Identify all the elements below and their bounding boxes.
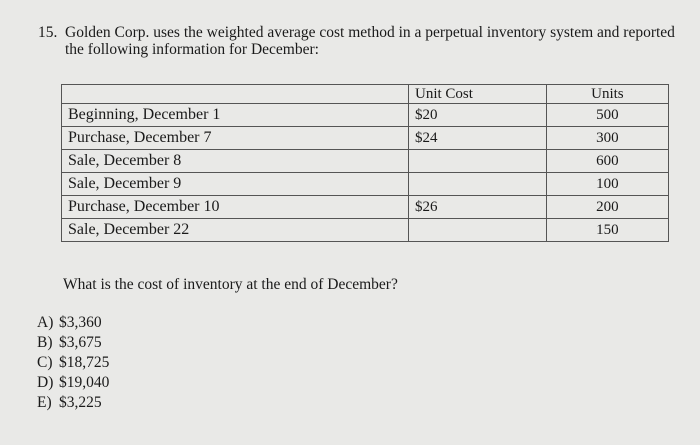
row-description: Purchase, December 7 <box>62 127 409 150</box>
table-row <box>62 219 669 242</box>
row-units: 150 <box>546 219 668 242</box>
choice-value: $3,675 <box>59 334 102 351</box>
choice-c[interactable] <box>37 353 109 373</box>
row-unit-cost: $26 <box>409 196 547 219</box>
header-unit-cost: Unit Cost <box>409 85 547 104</box>
choice-letter: D) <box>37 374 54 391</box>
choice-letter: E) <box>37 394 52 411</box>
choice-letter: B) <box>37 334 53 351</box>
row-description: Beginning, December 1 <box>62 104 409 127</box>
header-units: Units <box>546 85 668 104</box>
question-number: 15. <box>38 24 58 41</box>
choice-value: $3,225 <box>59 394 102 411</box>
row-unit-cost <box>409 219 547 242</box>
question-prompt: What is the cost of inventory at the end of December? <box>63 276 398 293</box>
choice-letter: A) <box>37 314 54 331</box>
header-description <box>62 85 409 104</box>
choice-value: $3,360 <box>59 314 102 331</box>
row-units: 600 <box>546 150 668 173</box>
row-units: 300 <box>546 127 668 150</box>
choice-d[interactable] <box>37 373 109 393</box>
row-description: Sale, December 22 <box>62 219 409 242</box>
table-header-row <box>62 85 669 104</box>
row-unit-cost: $24 <box>409 127 547 150</box>
table-row <box>62 150 669 173</box>
row-units: 500 <box>546 104 668 127</box>
table-row <box>62 104 669 127</box>
question-block <box>38 24 678 58</box>
choice-b[interactable] <box>37 333 109 353</box>
table-row <box>62 196 669 219</box>
choice-a[interactable] <box>37 313 109 333</box>
row-unit-cost <box>409 150 547 173</box>
choice-value: $19,040 <box>59 374 110 391</box>
choice-e[interactable] <box>37 393 109 413</box>
row-unit-cost: $20 <box>409 104 547 127</box>
answer-choices <box>37 313 109 413</box>
table-row <box>62 127 669 150</box>
row-units: 200 <box>546 196 668 219</box>
inventory-table <box>61 84 669 242</box>
row-units: 100 <box>546 173 668 196</box>
row-unit-cost <box>409 173 547 196</box>
row-description: Sale, December 8 <box>62 150 409 173</box>
row-description: Purchase, December 10 <box>62 196 409 219</box>
row-description: Sale, December 9 <box>62 173 409 196</box>
choice-value: $18,725 <box>59 354 110 371</box>
table-row <box>62 173 669 196</box>
choice-letter: C) <box>37 354 53 371</box>
question-text: Golden Corp. uses the weighted average cost method in a perpetual inventory system and reported the following information for December: <box>65 24 675 58</box>
